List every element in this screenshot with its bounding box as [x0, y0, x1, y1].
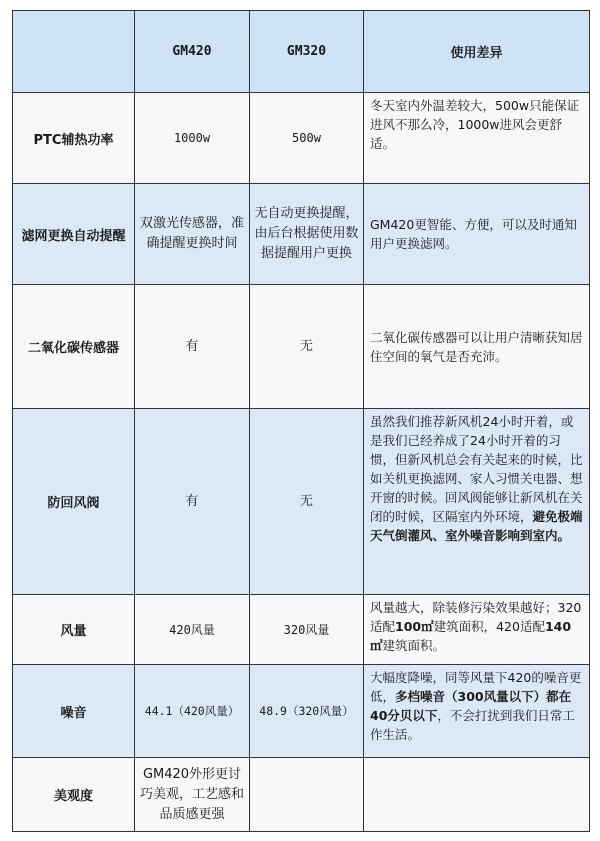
header-row	[13, 11, 590, 93]
table-row	[13, 665, 590, 758]
difference-text-bold: 多档噪音（300风量以下）都在40分贝以下	[370, 689, 572, 723]
gm320-value: 无	[250, 409, 364, 595]
gm320-value	[250, 758, 364, 832]
row-label: 滤网更换自动提醒	[13, 184, 135, 285]
difference-text-part: 大幅度降噪，同等风量下420的噪音更低，	[370, 670, 582, 704]
table-row	[13, 409, 590, 595]
difference-text: 冬天室内外温差较大，500w只能保证进风不那么冷，1000w进风会更舒适。	[364, 93, 590, 184]
gm320-value: 48.9（320风量）	[250, 665, 364, 758]
row-label: 二氧化碳传感器	[13, 285, 135, 409]
table-row	[13, 93, 590, 184]
gm420-value: GM420外形更讨巧美观，工艺感和品质感更强	[135, 758, 250, 832]
header-gm320: GM320	[250, 11, 364, 93]
gm420-value: 420风量	[135, 595, 250, 665]
difference-text-bold: 避免极端天气倒灌风、室外噪音影响到室内。	[370, 509, 583, 543]
row-label: PTC辅热功率	[13, 93, 135, 184]
gm320-value: 无自动更换提醒，由后台根据使用数据提醒用户更换	[250, 184, 364, 285]
difference-text: GM420更智能、方便，可以及时通知用户更换滤网。	[364, 184, 590, 285]
area-420-value: 140㎡	[370, 619, 572, 653]
gm320-value: 500w	[250, 93, 364, 184]
row-label: 美观度	[13, 758, 135, 832]
gm320-value: 320风量	[250, 595, 364, 665]
difference-text	[364, 665, 590, 758]
gm320-value: 无	[250, 285, 364, 409]
difference-text	[364, 595, 590, 665]
difference-text-part: 建筑面积。	[382, 638, 446, 653]
difference-text-part: ，不会打扰到我们日常工作生活。	[370, 708, 575, 742]
header-gm420: GM420	[135, 11, 250, 93]
table-row	[13, 285, 590, 409]
gm420-value: 44.1（420风量）	[135, 665, 250, 758]
gm420-value: 有	[135, 285, 250, 409]
table-row	[13, 184, 590, 285]
header-feature	[13, 11, 135, 93]
difference-text	[364, 758, 590, 832]
table-row	[13, 758, 590, 832]
gm420-value: 1000w	[135, 93, 250, 184]
header-difference: 使用差异	[364, 11, 590, 93]
area-320-value: 100㎡	[395, 619, 434, 634]
gm420-value: 有	[135, 409, 250, 595]
difference-text-plain: 虽然我们推荐新风机24小时开着，或是我们已经养成了24小时开着的习惯，但新风机总会有关起来的时候，比如关机更换滤网、家人习惯关电器、想开窗的时候。回风阀能够让新风机在关闭的时候，区隔室内外环境，	[370, 414, 583, 524]
difference-text: 二氧化碳传感器可以让用户清晰获知居住空间的氧气是否充沛。	[364, 285, 590, 409]
row-label: 防回风阀	[13, 409, 135, 595]
difference-text-part: 建筑面积，420适配	[433, 619, 545, 634]
gm420-value: 双激光传感器，准确提醒更换时间	[135, 184, 250, 285]
table-row	[13, 595, 590, 665]
row-label: 噪音	[13, 665, 135, 758]
difference-text	[364, 409, 590, 595]
comparison-table	[12, 10, 590, 832]
row-label: 风量	[13, 595, 135, 665]
difference-text-part: 风量越大，除装修污染效果越好；320适配	[370, 600, 582, 634]
